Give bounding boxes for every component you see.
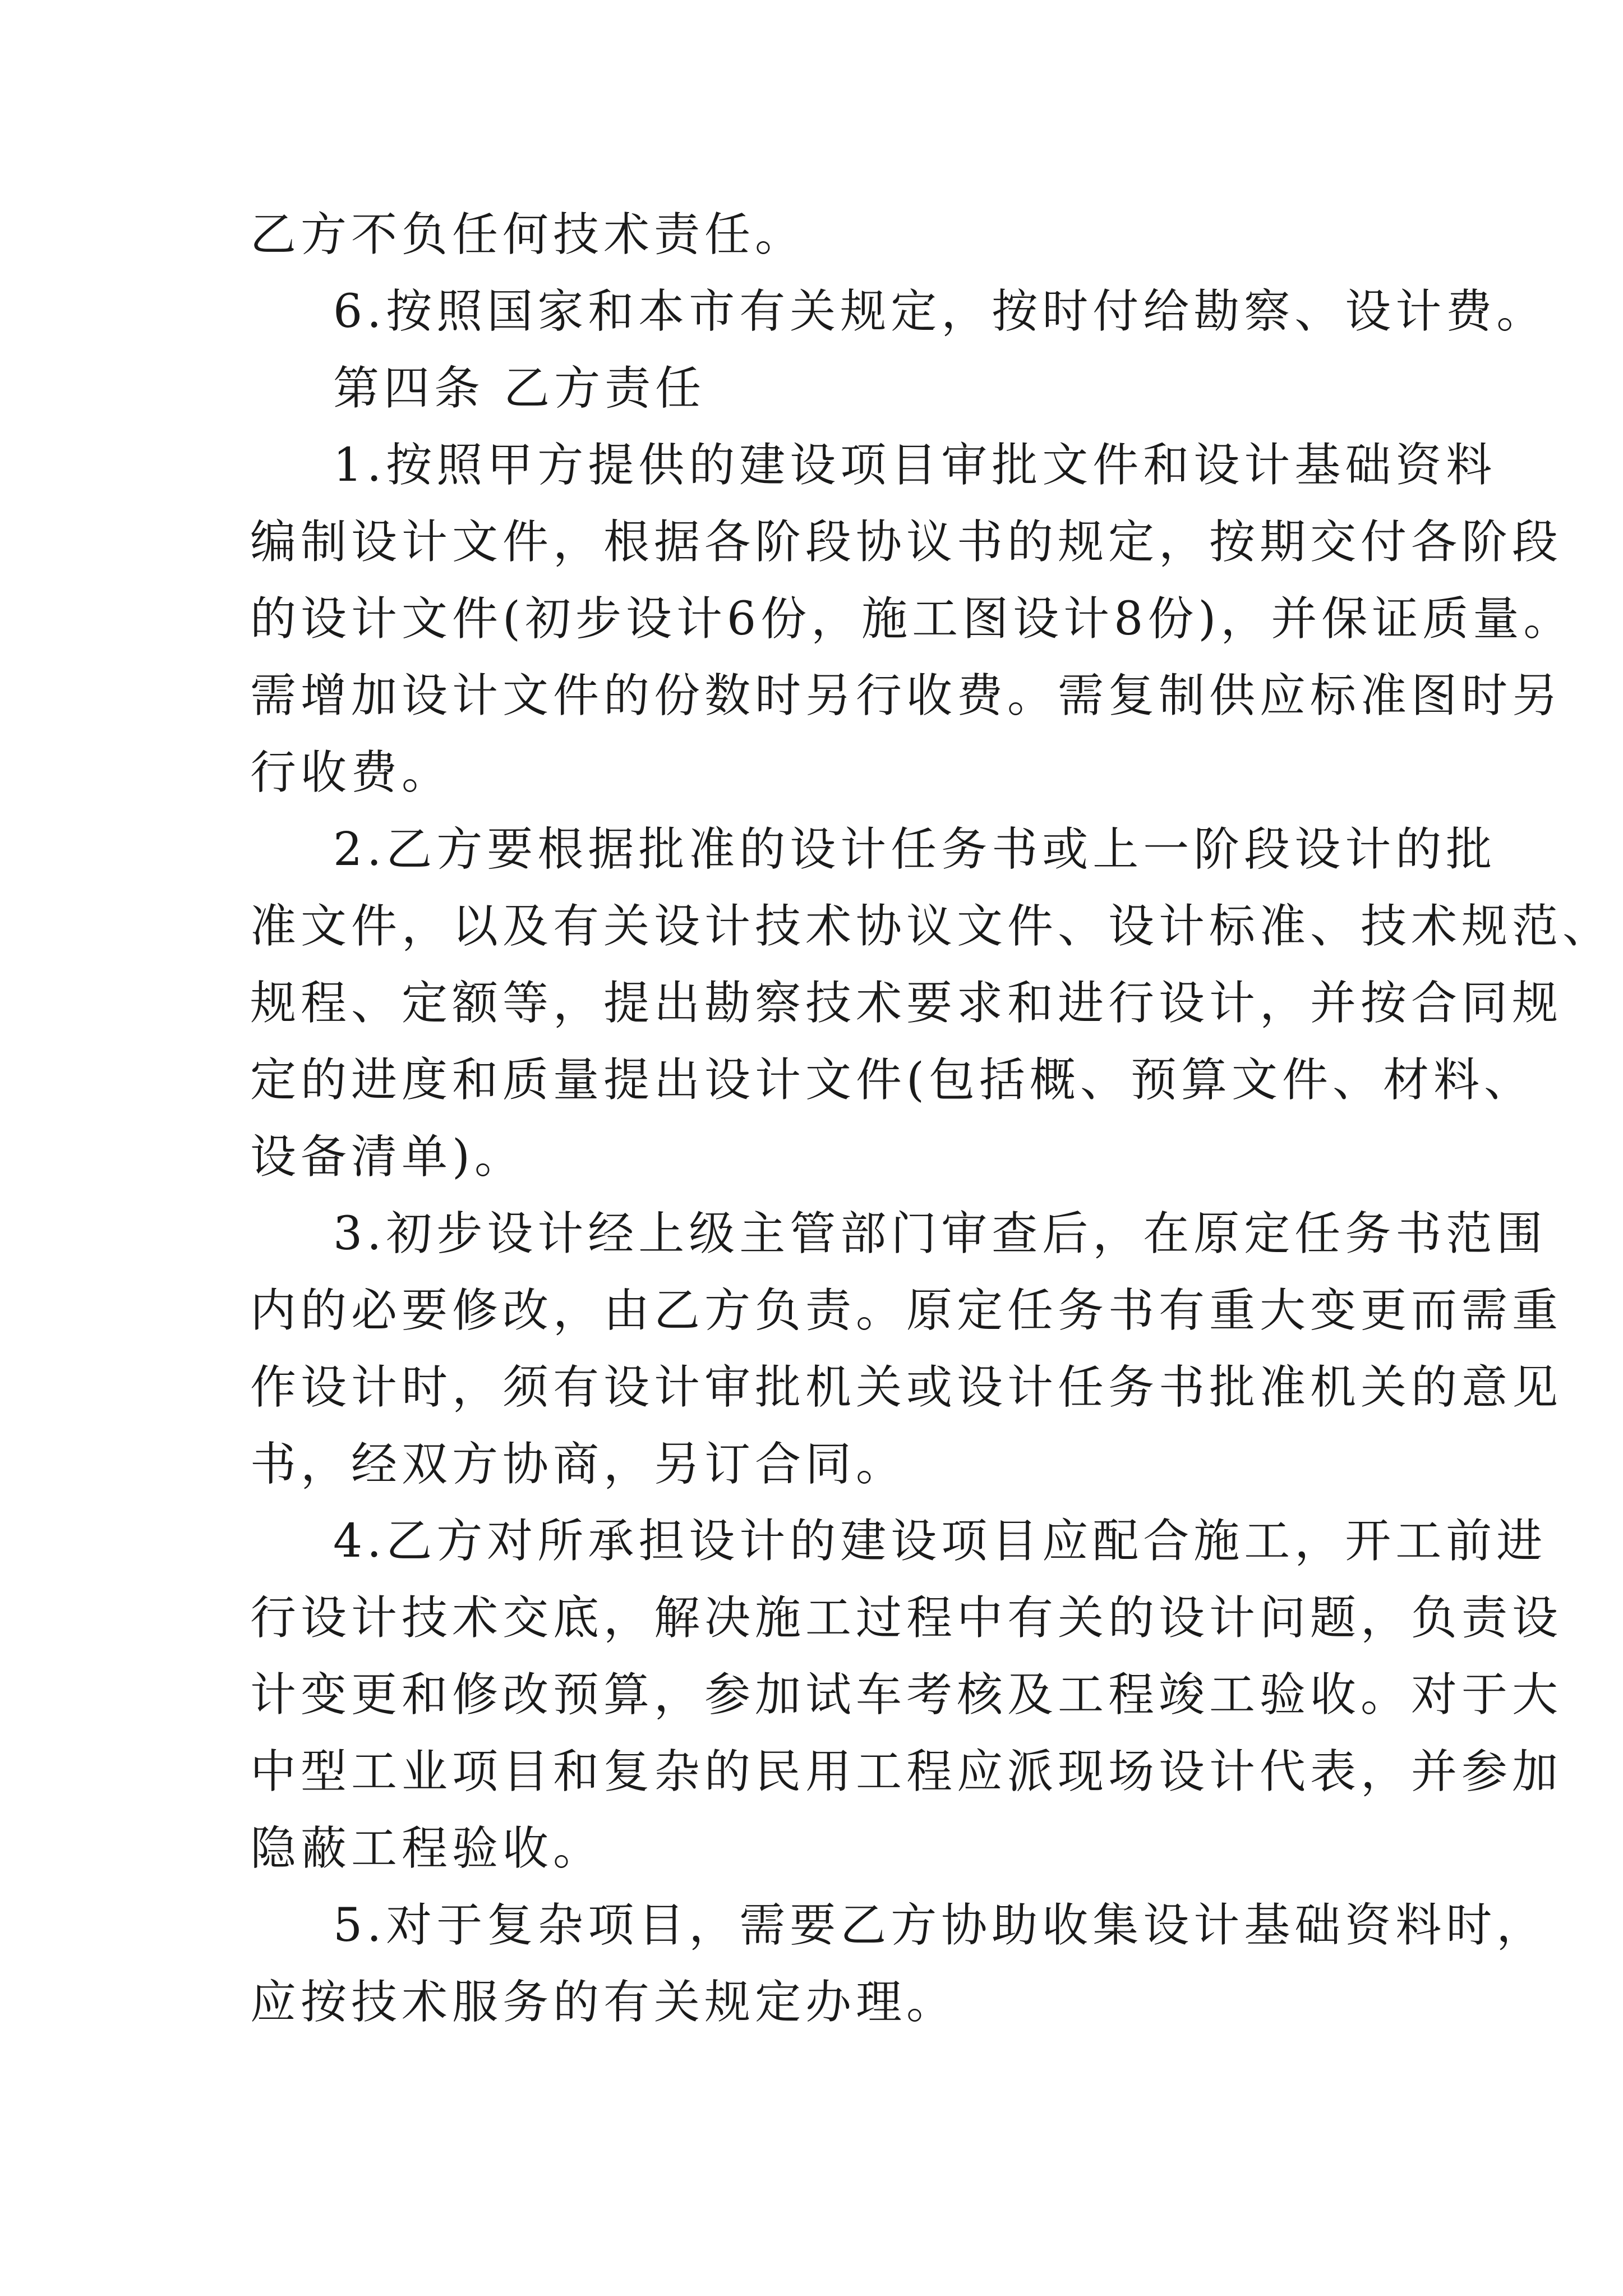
- text-line: 规程、定额等，提出勘察技术要求和进行设计，并按合同规: [250, 977, 1563, 1030]
- section-heading: 第四条 乙方责任: [333, 362, 706, 415]
- text-line: 需增加设计文件的份数时另行收费。需复制供应标准图时另: [250, 669, 1563, 723]
- document-body: [250, 196, 1613, 2041]
- text-line: 应按技术服务的有关规定办理。: [250, 1976, 957, 2029]
- text-line: 计变更和修改预算，参加试车考核及工程竣工验收。对于大: [250, 1668, 1563, 1722]
- text-line: 2.乙方要根据批准的设计任务书或上一阶段设计的批: [333, 823, 1497, 876]
- text-line: 4.乙方对所承担设计的建设项目应配合施工，开工前进: [333, 1515, 1547, 1568]
- text-line: 6.按照国家和本市有关规定，按时付给勘察、设计费。: [333, 285, 1547, 338]
- text-line: 行设计技术交底，解决施工过程中有关的设计问题，负责设: [250, 1591, 1563, 1645]
- text-line: 隐蔽工程验收。: [250, 1822, 604, 1875]
- text-line: 中型工业项目和复杂的民用工程应派现场设计代表，并参加: [250, 1745, 1563, 1798]
- text-line: 内的必要修改，由乙方负责。原定任务书有重大变更而需重: [250, 1284, 1563, 1337]
- text-line: 的设计文件(初步设计6份，施工图设计8份)，并保证质量。: [250, 592, 1574, 646]
- text-line: 作设计时，须有设计审批机关或设计任务书批准机关的意见: [250, 1361, 1563, 1414]
- text-line: 书，经双方协商，另订合同。: [250, 1438, 907, 1491]
- text-line: 3.初步设计经上级主管部门审查后，在原定任务书范围: [333, 1207, 1547, 1260]
- text-line: 乙方不负任何技术责任。: [250, 208, 806, 261]
- text-line: 编制设计文件，根据各阶段协议书的规定，按期交付各阶段: [250, 516, 1563, 569]
- text-line: 准文件，以及有关设计技术协议文件、设计标准、技术规范、: [250, 900, 1613, 953]
- text-line: 定的进度和质量提出设计文件(包括概、预算文件、材料、: [250, 1053, 1534, 1107]
- text-line: 设备清单)。: [250, 1130, 525, 1184]
- text-line: 5.对于复杂项目，需要乙方协助收集设计基础资料时，: [333, 1899, 1547, 1952]
- text-line: 1.按照甲方提供的建设项目审批文件和设计基础资料: [333, 439, 1497, 492]
- text-line: 行收费。: [250, 746, 453, 799]
